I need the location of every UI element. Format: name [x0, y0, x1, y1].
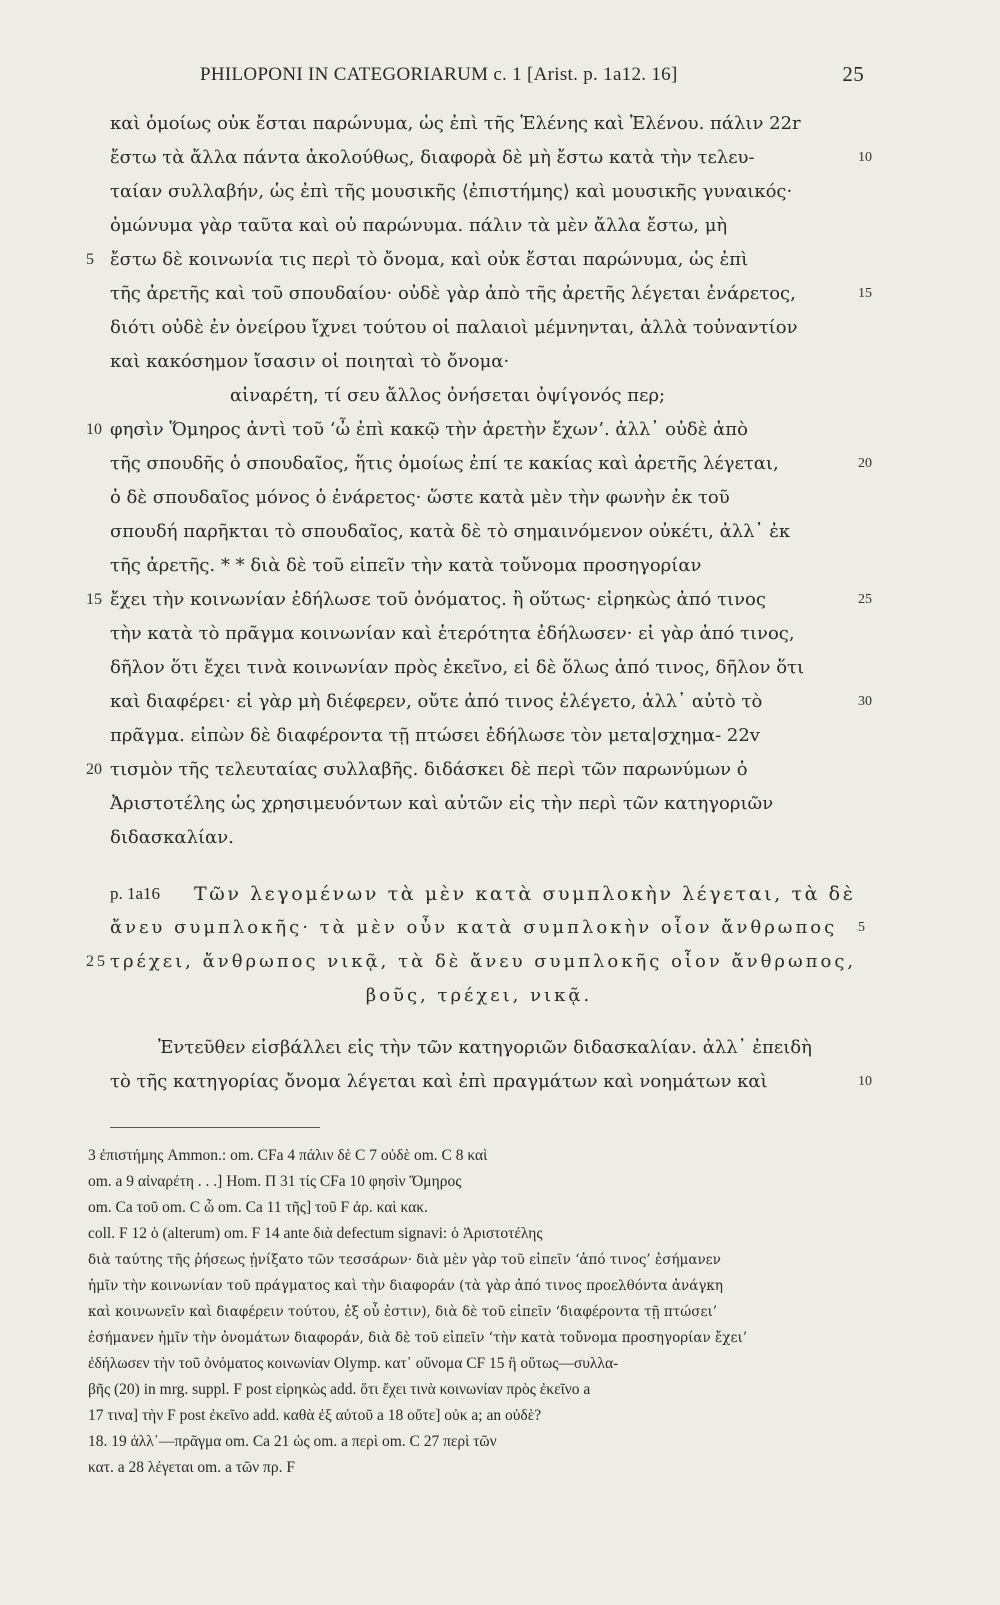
text-line: τῆς ἀρετῆς. * * διὰ δὲ τοῦ εἰπεῖν τὴν κατὰ τοὔνομα προσηγορίαν: [110, 555, 702, 576]
apparatus-line: 17 τινα] τὴν F post ἐκεῖνο add. καθὰ ἐξ αὐτοῦ a 18 οὔτε] οὐκ a; an οὐδὲ?: [88, 1407, 542, 1424]
margin-number: 25: [858, 592, 872, 607]
text-line: τῆς σπουδῆς ὁ σπουδαῖος, ἥτις ὁμοίως ἐπί τε κακίας καὶ ἀρετῆς λέγεται, 20: [110, 447, 848, 481]
text-line: τὴν κατὰ τὸ πρᾶγμα κοινωνίαν καὶ ἑτερότητα ἐδήλωσεν· εἰ γὰρ ἀπό τινος,: [110, 623, 795, 644]
lemma-line: 25 τρέχει, ἄνθρωπος νικᾷ, τὰ δὲ ἄνευ συμπλοκῆς οἷον ἄνθρωπος,: [110, 945, 848, 979]
apparatus-line: διὰ ταύτης τῆς ῥήσεως ᾐνίξατο τῶν τεσσάρων· διὰ μὲν γὰρ τοῦ εἰπεῖν ‘ἀπό τινος’ ἐσήμανεν: [88, 1252, 721, 1268]
text-line: Ἐντεῦθεν εἰσβάλλει εἰς τὴν τῶν κατηγοριῶν διδασκαλίαν. ἀλλ᾽ ἐπειδὴ: [158, 1037, 812, 1058]
text-line: ταίαν συλλαβήν, ὡς ἐπὶ τῆς μουσικῆς ⟨ἐπιστήμης⟩ καὶ μουσικῆς γυναικός·: [110, 181, 793, 202]
apparatus-line: 18. 19 ἀλλ᾽—πρᾶγμα om. Ca 21 ὡς om. a περὶ om. C 27 περὶ τῶν: [88, 1433, 497, 1450]
line-number: 25: [86, 953, 108, 970]
text-line: καὶ διαφέρει· εἰ γὰρ μὴ διέφερεν, οὔτε ἀπό τινος ἐλέγετο, ἀλλ᾽ αὐτὸ τὸ 30: [110, 685, 848, 719]
lemma-line: βοῦς, τρέχει, νικᾷ.: [365, 985, 593, 1006]
apparatus-line: καὶ κοινωνεῖν καὶ διαφέρειν τούτου, ἐξ οὗ ἐστιν), διὰ δὲ τοῦ εἰπεῖν ‘διαφέροντα τῇ πτώσει’: [88, 1304, 718, 1320]
line-number: 15: [86, 591, 102, 608]
text-line: σπουδή παρῆκται τὸ σπουδαῖος, κατὰ δὲ τὸ σημαινόμενον οὐκέτι, ἀλλ᾽ ἐκ: [110, 521, 791, 542]
line-number: 10: [86, 421, 102, 438]
apparatus-line: coll. F 12 ὁ (alterum) om. F 14 ante διὰ defectum signavi: ὁ Ἀριστοτέλης: [88, 1225, 543, 1242]
text-line: Ἀριστοτέλης ὡς χρησιμευόντων καὶ αὐτῶν εἰς τὴν περὶ τῶν κατηγοριῶν: [110, 793, 774, 814]
line-number: 5: [86, 251, 94, 268]
text-line: καὶ ὁμοίως οὐκ ἔσται παρώνυμα, ὡς ἐπὶ τῆς Ἑλένης καὶ Ἑλένου. πάλιν 22r: [110, 113, 801, 134]
margin-number: 15: [858, 286, 872, 301]
margin-number: 5: [858, 920, 868, 935]
text-line: 20 τισμὸν τῆς τελευταίας συλλαβῆς. διδάσκει δὲ περὶ τῶν παρωνύμων ὁ: [110, 753, 848, 787]
text-line: 5 ἔστω δὲ κοινωνία τις περὶ τὸ ὄνομα, καὶ οὐκ ἔσται παρώνυμα, ὡς ἐπὶ: [110, 243, 848, 277]
apparatus-line: om. Ca τοῦ om. C ὦ om. Ca 11 τῆς] τοῦ F ἀρ. καὶ κακ.: [88, 1199, 428, 1216]
text-line: πρᾶγμα. εἰπὼν δὲ διαφέροντα τῇ πτώσει ἐδήλωσε τὸν μετα|σχημα- 22v: [110, 725, 760, 746]
quotation-line: αἰναρέτη, τί σευ ἄλλος ὀνήσεται ὀψίγονός περ;: [230, 385, 666, 406]
margin-number: 20: [858, 456, 872, 471]
margin-number: 10: [858, 150, 872, 165]
text-line: δῆλον ὅτι ἔχει τινὰ κοινωνίαν πρὸς ἐκεῖνο, εἰ δὲ ὅλως ἀπό τινος, δῆλον ὅτι: [110, 657, 805, 678]
apparatus-line: om. a 9 αἰναρέτη . . .] Hom. Π 31 τίς CFa 10 φησὶν Ὅμηρος: [88, 1173, 462, 1190]
text-line: τὸ τῆς κατηγορίας ὄνομα λέγεται καὶ ἐπὶ πραγμάτων καὶ νοημάτων καὶ 10: [110, 1065, 848, 1099]
apparatus-line: βῆς (20) in mrg. suppl. F post εἰρηκὼς add. ὅτι ἔχει τινὰ κοινωνίαν πρὸς ἐκεῖνο a: [88, 1381, 591, 1398]
text-line: διδασκαλίαν.: [110, 827, 234, 848]
apparatus-line: κατ. a 28 λέγεται om. a τῶν πρ. F: [88, 1459, 295, 1476]
apparatus-line: ἐδήλωσεν τὴν τοῦ ὀνόματος κοινωνίαν Olymp. κατ᾽ οὔνομα CF 15 ἢ οὕτως—συλλα-: [88, 1355, 619, 1372]
page-number: 25: [842, 62, 864, 86]
running-header: [200, 64, 864, 92]
text-line: 10 φησὶν Ὅμηρος ἀντὶ τοῦ ‘ὦ ἐπὶ κακῷ τὴν ἀρετὴν ἔχων’. ἀλλ᾽ οὐδὲ ἀπὸ: [110, 413, 848, 447]
apparatus-line: 3 ἐπιστήμης Ammon.: om. CFa 4 πάλιν δὲ C 7 οὐδὲ om. C 8 καὶ: [88, 1147, 488, 1164]
text-line: ὁ δὲ σπουδαῖος μόνος ὁ ἐνάρετος· ὥστε κατὰ μὲν τὴν φωνὴν ἐκ τοῦ: [110, 487, 730, 508]
apparatus-line: ἡμῖν τὴν κοινωνίαν τοῦ πράγματος καὶ τὴν διαφοράν (τὰ γὰρ ἀπό τινος προελθόντα ἀνάγκη: [88, 1278, 723, 1294]
header-title: PHILOPONI IN CATEGORIARUM c. 1 [Arist. p. 1a12. 16]: [200, 64, 678, 85]
text-line: τῆς ἀρετῆς καὶ τοῦ σπουδαίου· οὐδὲ γὰρ ἀπὸ τῆς ἀρετῆς λέγεται ἐνάρετος, 15: [110, 277, 848, 311]
footnote-divider: [110, 1127, 320, 1128]
margin-number: 30: [858, 694, 872, 709]
lemma-line: p. 1a16 Τῶν λεγομένων τὰ μὲν κατὰ συμπλοκὴν λέγεται, τὰ δὲ: [110, 877, 848, 911]
lemma-line: ἄνευ συμπλοκῆς· τὰ μὲν οὖν κατὰ συμπλοκὴν οἷον ἄνθρωπος 5: [110, 911, 848, 945]
margin-number: 10: [858, 1074, 872, 1089]
line-number: 20: [86, 761, 102, 778]
aristotle-reference: p. 1a16: [110, 884, 161, 903]
text-line: διότι οὐδὲ ἐν ὀνείρου ἴχνει τούτου οἱ παλαιοὶ μέμνηνται, ἀλλὰ τοὐναντίον: [110, 317, 798, 338]
text-line: ὁμώνυμα γὰρ ταῦτα καὶ οὐ παρώνυμα. πάλιν τὰ μὲν ἄλλα ἔστω, μὴ: [110, 215, 728, 236]
text-line: ἔστω τὰ ἄλλα πάντα ἀκολούθως, διαφορὰ δὲ μὴ ἔστω κατὰ τὴν τελευ- 10: [110, 141, 848, 175]
text-line: καὶ κακόσημον ἴσασιν οἱ ποιηταὶ τὸ ὄνομα·: [110, 351, 510, 372]
text-line: 15 ἔχει τὴν κοινωνίαν ἐδήλωσε τοῦ ὀνόματος. ἢ οὕτως· εἰρηκὼς ἀπό τινος 25: [110, 583, 848, 617]
apparatus-line: ἐσήμανεν ἡμῖν τὴν ὀνομάτων διαφοράν, διὰ δὲ τοῦ εἰπεῖν ‘τὴν κατὰ τοὔνομα προσηγορίαν ἔχει’: [88, 1330, 748, 1346]
